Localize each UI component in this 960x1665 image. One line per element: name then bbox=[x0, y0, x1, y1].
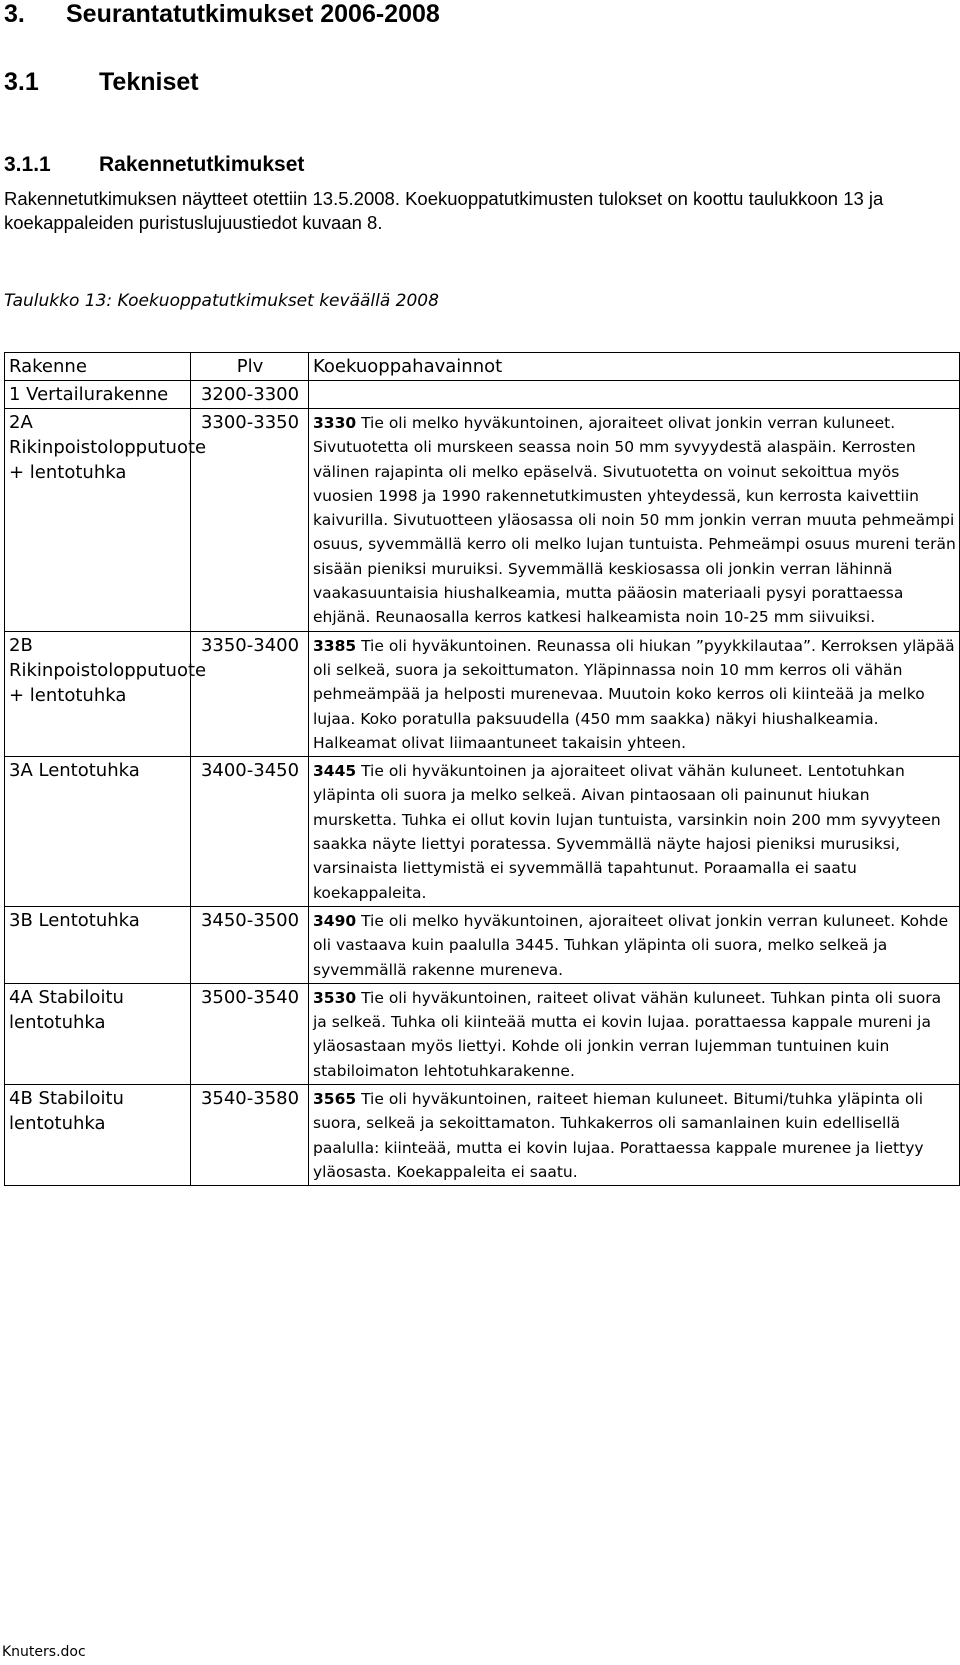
observation-text: Tie oli hyväkuntoinen, raiteet hieman kuluneet. Bitumi/tuhka yläpinta oli suora, selkeä ja sekoittamaton. Tuhkakerros oli samanlainen kuin edellisellä paalulla: kiinteää, mutta ei kovin lujaa. Porattaessa kappale murenee ja liettyy yläosasta. Koekappaleita ei saatu. bbox=[313, 1090, 924, 1181]
subsection-heading bbox=[4, 68, 199, 96]
header-koekuoppahavainnot: Koekuoppahavainnot bbox=[309, 353, 960, 381]
subsubsection-title: Rakennetutkimukset bbox=[99, 153, 305, 176]
subsection-number: 3.1 bbox=[4, 68, 39, 96]
cell-rakenne: 4A Stabiloitu lentotuhka bbox=[5, 983, 191, 1084]
document-filename: Knuters.doc bbox=[2, 1644, 86, 1660]
cell-observation bbox=[309, 1085, 960, 1186]
observation-text: Tie oli melko hyväkuntoinen, ajoraiteet olivat jonkin verran kuluneet. Sivutuotetta oli murskeen seassa noin 50 mm syvyydestä alaspäin. Kerrosten välinen rajapinta oli melko epäselvä. Sivutuotetta on voinut sekoittua myös vuosien 1998 ja 1990 rakennetutkimusten yhteydessä, kun kerrosta kaivettiin kaivurilla. Sivutuotteen yläosassa oli noin 50 mm jonkin verran muuta pehmeämpi osuus, syvemmällä kerro oli melko lujan tuntuista. Pehmeämpi osuus mureni terän sisään pieniksi muruiksi. Syvemmällä keskiosassa oli jonkin verran lähinnä vaakasuuntaisia hiushalkeamia, mutta pääosin materiaali pysyi porattaessa ehjänä. Reunaosalla kerros katkesi halkeamista noin 10-25 mm siivuiksi. bbox=[313, 414, 956, 627]
cell-observation bbox=[309, 983, 960, 1084]
observation-text: Tie oli hyväkuntoinen. Reunassa oli hiukan ”pyykkilautaa”. Kerroksen yläpää oli selkeä, suora ja sekoittumaton. Yläpinnassa noin 10 mm kerros oli vähän pehmeämpää ja helposti murenevaa. Muutoin koko kerros oli kiinteää ja melko lujaa. Koko poratulla paksuudella (450 mm saakka) näkyi hiushalkeamia. Halkeamat olivat liimaantuneet takaisin yhteen. bbox=[313, 636, 955, 752]
cell-plv: 3500-3540 bbox=[191, 983, 309, 1084]
cell-rakenne: 2A Rikinpoistolopputuote + lentotuhka bbox=[5, 409, 191, 632]
observation-text: Tie oli hyväkuntoinen ja ajoraiteet olivat vähän kuluneet. Lentotuhkan yläpinta oli suora ja melko selkeä. Aivan pintaosaan oli painunut hiukan mursketta. Tuhka ei ollut kovin lujan tuntuista, varsinkin noin 200 mm syvyyteen saakka näyte liettyi poratessa. Syvemmällä näyte hajosi pieniksi murusiksi, varsinaista liettymistä ei syvemmällä tapahtunut. Poraamalla ei saatu koekappaleita. bbox=[313, 762, 941, 902]
cell-observation bbox=[309, 381, 960, 409]
cell-plv: 3300-3350 bbox=[191, 409, 309, 632]
section-title: Seurantatutkimukset 2006-2008 bbox=[66, 0, 440, 28]
observation-station: 3530 bbox=[313, 988, 357, 1007]
table-row bbox=[5, 983, 960, 1084]
subsubsection-heading bbox=[4, 153, 304, 177]
observation-station: 3445 bbox=[313, 762, 357, 781]
cell-plv: 3350-3400 bbox=[191, 631, 309, 756]
cell-rakenne: 3A Lentotuhka bbox=[5, 757, 191, 907]
cell-observation bbox=[309, 906, 960, 983]
cell-plv: 3450-3500 bbox=[191, 906, 309, 983]
header-plv: Plv bbox=[191, 353, 309, 381]
table-row bbox=[5, 906, 960, 983]
subsection-title: Tekniset bbox=[99, 68, 199, 96]
cell-rakenne: 4B Stabiloitu lentotuhka bbox=[5, 1085, 191, 1186]
header-rakenne: Rakenne bbox=[5, 353, 191, 381]
cell-observation bbox=[309, 757, 960, 907]
table-row bbox=[5, 381, 960, 409]
observation-station: 3330 bbox=[313, 414, 357, 432]
cell-rakenne: 1 Vertailurakenne bbox=[5, 381, 191, 409]
observation-text: Tie oli hyväkuntoinen, raiteet olivat vähän kuluneet. Tuhkan pinta oli suora ja selkeä. Tuhka oli kiinteää mutta ei kovin lujaa. porattaessa kappale mureni ja yläosastaan myös liettyi. Kohde oli jonkin verran lujemman tuntuinen kuin stabiloimaton lehtotuhkarakenne. bbox=[313, 988, 942, 1080]
observation-station: 3385 bbox=[313, 636, 357, 655]
section-heading bbox=[4, 0, 440, 28]
observations-table bbox=[4, 352, 960, 1186]
cell-rakenne: 2B Rikinpoistolopputuote + lentotuhka bbox=[5, 631, 191, 756]
table-header-row bbox=[5, 353, 960, 381]
cell-plv: 3540-3580 bbox=[191, 1085, 309, 1186]
observation-text: Tie oli melko hyväkuntoinen, ajoraiteet olivat jonkin verran kuluneet. Kohde oli vastaava kuin paalulla 3445. Tuhkan yläpinta oli suora, melko selkeä ja syvemmällä rakenne mureneva. bbox=[313, 911, 949, 979]
cell-plv: 3200-3300 bbox=[191, 381, 309, 409]
table-row bbox=[5, 631, 960, 756]
table-caption: Taulukko 13: Koekuoppatutkimukset keväällä 2008 bbox=[4, 291, 439, 311]
cell-plv: 3400-3450 bbox=[191, 757, 309, 907]
intro-paragraph: Rakennetutkimuksen näytteet otettiin 13.5.2008. Koekuoppatutkimusten tulokset on koottu taulukkoon 13 ja koekappaleiden puristuslujuustiedot kuvaan 8. bbox=[4, 188, 884, 233]
cell-rakenne: 3B Lentotuhka bbox=[5, 906, 191, 983]
cell-observation bbox=[309, 409, 960, 632]
subsubsection-number: 3.1.1 bbox=[4, 153, 51, 176]
table-row bbox=[5, 409, 960, 632]
section-number: 3. bbox=[4, 0, 25, 28]
observation-station: 3565 bbox=[313, 1090, 357, 1109]
observation-station: 3490 bbox=[313, 911, 357, 930]
cell-observation bbox=[309, 631, 960, 756]
table-row bbox=[5, 757, 960, 907]
table-row bbox=[5, 1085, 960, 1186]
